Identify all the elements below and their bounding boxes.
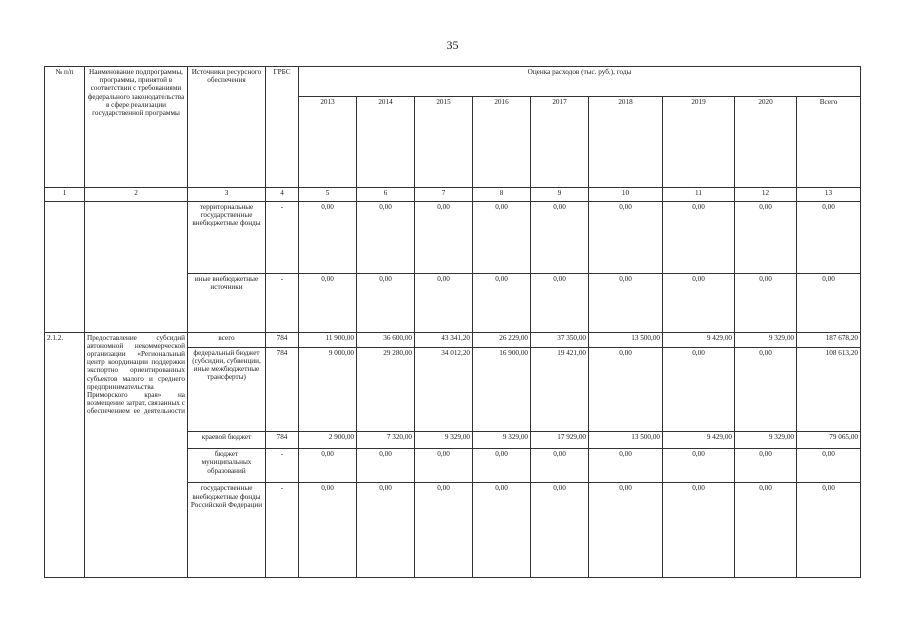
row-source: всего [188,332,266,347]
value-cell: 0,00 [473,449,531,483]
col-number: 5 [299,187,357,201]
row-source: краевой бюджет [188,432,266,449]
row-grbs: - [266,201,299,273]
col-number: 6 [357,187,415,201]
value-cell: 0,00 [415,449,473,483]
page-number: 35 [446,38,459,52]
header-estimate: Оценка расходов (тыс. руб.), годы [299,67,861,97]
value-cell: 0,00 [299,201,357,273]
value-cell: 0,00 [797,449,861,483]
value-cell: 0,00 [663,274,735,332]
value-cell: 0,00 [415,274,473,332]
value-cell: 16 900,00 [473,347,531,431]
value-cell: 0,00 [797,201,861,273]
value-cell: 0,00 [589,201,663,273]
value-cell: 0,00 [797,274,861,332]
year-cell: Всего [797,97,861,188]
value-cell: 29 280,00 [357,347,415,431]
col-number: 8 [473,187,531,201]
expense-table [44,66,861,578]
value-cell: 0,00 [531,274,589,332]
value-cell: 0,00 [735,201,797,273]
row-grbs: - [266,274,299,332]
col-number: 11 [663,187,735,201]
value-cell: 9 329,00 [473,432,531,449]
value-cell: 0,00 [735,449,797,483]
row-source: федеральный бюджет (субсидии, субвенции, иные межбюджетные трансферты) [188,347,266,431]
year-cell: 2019 [663,97,735,188]
row-grbs: - [266,483,299,578]
value-cell: 9 429,00 [663,432,735,449]
value-cell: 0,00 [531,483,589,578]
year-cell: 2015 [415,97,473,188]
year-cell: 2014 [357,97,415,188]
value-cell: 0,00 [473,274,531,332]
value-cell: 9 000,00 [299,347,357,431]
row-name [85,201,188,332]
value-cell: 0,00 [357,483,415,578]
value-cell: 9 329,00 [735,332,797,347]
value-cell: 0,00 [531,449,589,483]
value-cell: 17 929,00 [531,432,589,449]
row-grbs: 784 [266,332,299,347]
value-cell: 9 329,00 [735,432,797,449]
value-cell: 0,00 [663,483,735,578]
value-cell: 0,00 [299,274,357,332]
value-cell: 0,00 [663,201,735,273]
col-number: 10 [589,187,663,201]
value-cell: 0,00 [797,483,861,578]
value-cell: 9 329,00 [415,432,473,449]
value-cell: 11 900,00 [299,332,357,347]
value-cell: 0,00 [589,483,663,578]
value-cell: 0,00 [299,483,357,578]
row-num: 2.1.2. [45,332,85,577]
column-numbers-row [45,187,861,201]
header-source: Источники ресурсного обеспечения [188,67,266,188]
value-cell: 187 678,20 [797,332,861,347]
value-cell: 0,00 [473,483,531,578]
col-number: 4 [266,187,299,201]
row-source: иные внебюджетные источники [188,274,266,332]
header-num: № п/п [45,67,85,188]
value-cell: 19 421,00 [531,347,589,431]
value-cell: 0,00 [473,201,531,273]
value-cell: 0,00 [663,449,735,483]
col-number: 9 [531,187,589,201]
value-cell: 13 500,00 [589,432,663,449]
col-number: 12 [735,187,797,201]
value-cell: 0,00 [735,347,797,431]
row-source: бюджет муниципальных образований [188,449,266,483]
year-cell: 2016 [473,97,531,188]
value-cell: 0,00 [357,201,415,273]
header-row-1 [45,67,861,97]
year-cell: 2013 [299,97,357,188]
row-name: Предоставление субсидий автономной некоммерческой организации «Региональный центр координации поддержки экспортно ориентированных субъектов малого и среднего предпринимательства Приморского края» на возмещение затрат, связанных с обеспечением ее деятельности [85,332,188,577]
value-cell: 0,00 [531,201,589,273]
year-cell: 2018 [589,97,663,188]
value-cell: 0,00 [589,347,663,431]
row-grbs: 784 [266,347,299,431]
value-cell: 0,00 [663,347,735,431]
value-cell: 9 429,00 [663,332,735,347]
value-cell: 0,00 [735,483,797,578]
value-cell: 0,00 [357,449,415,483]
value-cell: 79 065,00 [797,432,861,449]
col-number: 3 [188,187,266,201]
value-cell: 0,00 [589,449,663,483]
col-number: 1 [45,187,85,201]
value-cell: 37 350,00 [531,332,589,347]
value-cell: 108 613,20 [797,347,861,431]
table-row [45,332,861,347]
value-cell: 7 320,00 [357,432,415,449]
year-cell: 2017 [531,97,589,188]
col-number: 13 [797,187,861,201]
value-cell: 2 900,00 [299,432,357,449]
header-grbs: ГРБС [266,67,299,188]
table-row [45,201,861,273]
value-cell: 0,00 [299,449,357,483]
row-num [45,201,85,332]
value-cell: 0,00 [415,201,473,273]
value-cell: 0,00 [589,274,663,332]
value-cell: 43 341,20 [415,332,473,347]
value-cell: 0,00 [415,483,473,578]
value-cell: 13 500,00 [589,332,663,347]
value-cell: 0,00 [357,274,415,332]
year-cell: 2020 [735,97,797,188]
header-name: Наименование подпрограммы, программы, принятой в соответствии с требованиями федерального законодательства в сфере реализации государственной программы [85,67,188,188]
row-grbs: 784 [266,432,299,449]
col-number: 2 [85,187,188,201]
row-grbs: - [266,449,299,483]
value-cell: 36 600,00 [357,332,415,347]
col-number: 7 [415,187,473,201]
value-cell: 0,00 [735,274,797,332]
value-cell: 34 012,20 [415,347,473,431]
value-cell: 26 229,00 [473,332,531,347]
row-source: территориальные государственные внебюджетные фонды [188,201,266,273]
row-source: государственные внебюджетные фонды Российской Федерации [188,483,266,578]
